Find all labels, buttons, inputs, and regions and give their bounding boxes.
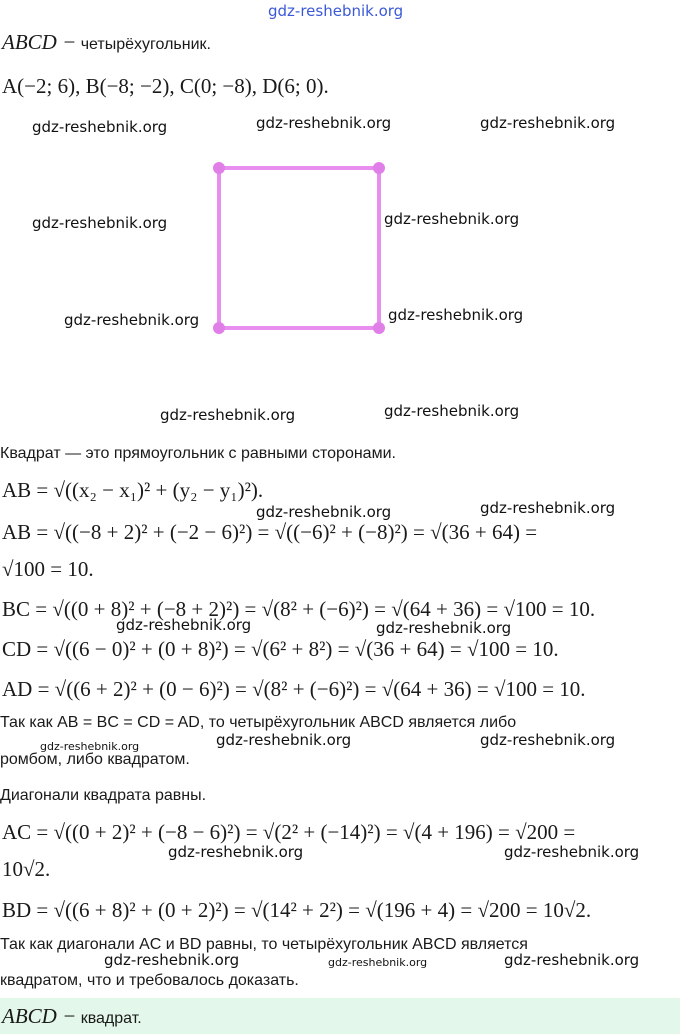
watermark: gdz-reshebnik.org: [104, 951, 240, 969]
watermark: gdz-reshebnik.org: [376, 619, 512, 637]
vertex-point: [373, 322, 385, 334]
watermark: gdz-reshebnik.org: [480, 114, 616, 132]
intro-title-math: ABCD −: [2, 30, 77, 54]
bc-calculation: BC = √((0 + 8)² + (−8 + 2)²) = √(8² + (−6)²) = √(64 + 36) = √100 = 10.: [2, 597, 596, 621]
bd-calculation: BD = √((6 + 8)² + (0 + 2)²) = √(14² + 2²) = √(196 + 4) = √200 = 10√2.: [2, 898, 592, 922]
ab-calculation-line2: √100 = 10.: [2, 557, 94, 581]
diagonals-definition: Диагонали квадрата равны.: [0, 787, 207, 804]
watermark: gdz-reshebnik.org: [504, 951, 640, 969]
watermark: gdz-reshebnik.org: [384, 210, 520, 228]
watermark-small: gdz-reshebnik.org: [40, 740, 140, 753]
vertex-point: [373, 162, 385, 174]
intro-title: [2, 30, 211, 55]
vertex-point: [213, 322, 225, 334]
watermark: gdz-reshebnik.org: [168, 843, 304, 861]
watermark: gdz-reshebnik.org: [384, 402, 520, 420]
watermark: gdz-reshebnik.org: [32, 118, 168, 136]
ad-calculation: AD = √((6 + 2)² + (0 − 6)²) = √(8² + (−6)²) = √(64 + 36) = √100 = 10.: [2, 677, 586, 701]
watermark: gdz-reshebnik.org: [216, 731, 352, 749]
watermark: gdz-reshebnik.org: [256, 503, 392, 521]
watermark: gdz-reshebnik.org: [64, 311, 200, 329]
intro-title-text: четырёхугольник.: [80, 36, 211, 53]
watermark-top[interactable]: gdz-reshebnik.org: [268, 2, 404, 20]
answer-text: квадрат.: [80, 1010, 142, 1027]
ab-calculation-line1: AB = √((−8 + 2)² + (−2 − 6)²) = √((−6)² + (−8)²) = √(36 + 64) =: [2, 520, 538, 544]
vertex-point: [213, 162, 225, 174]
ab-formula: AB = √((x₂ − x₁)² + (y₂ − y₁)²).: [2, 478, 264, 502]
watermark: gdz-reshebnik.org: [116, 616, 252, 634]
cd-calculation: CD = √((6 − 0)² + (0 + 8)²) = √(6² + 8²) = √(36 + 64) = √100 = 10.: [2, 637, 559, 661]
answer-content: [2, 1004, 142, 1029]
watermark: gdz-reshebnik.org: [160, 406, 296, 424]
watermark: gdz-reshebnik.org: [504, 843, 640, 861]
ac-calculation-line2: 10√2.: [2, 857, 51, 881]
watermark: gdz-reshebnik.org: [256, 114, 392, 132]
watermark-small: gdz-reshebnik.org: [328, 956, 428, 969]
answer-math: ABCD −: [2, 1004, 77, 1028]
conclusion-rhombus-line1: Так как AB = BC = CD = AD, то четырёхугольник ABCD является либо: [0, 714, 517, 731]
watermark: gdz-reshebnik.org: [32, 214, 168, 232]
square-outline: [219, 168, 379, 328]
watermark: gdz-reshebnik.org: [480, 731, 616, 749]
intro-points: A(−2; 6), B(−8; −2), C(0; −8), D(6; 0).: [2, 74, 329, 98]
conclusion-square-line2: квадратом, что и требовалось доказать.: [0, 972, 299, 989]
watermark: gdz-reshebnik.org: [480, 499, 616, 517]
conclusion-square-line1: Так как диагонали AC и BD равны, то четырёхугольник ABCD является: [0, 936, 528, 953]
conclusion-rhombus-line2: ромбом, либо квадратом.: [0, 751, 190, 768]
answer-box: [0, 998, 680, 1034]
square-definition: Квадрат — это прямоугольник с равными сторонами.: [0, 445, 396, 462]
ac-calculation-line1: AC = √((0 + 2)² + (−8 − 6)²) = √(2² + (−14)²) = √(4 + 196) = √200 =: [2, 820, 576, 844]
watermark: gdz-reshebnik.org: [388, 306, 524, 324]
